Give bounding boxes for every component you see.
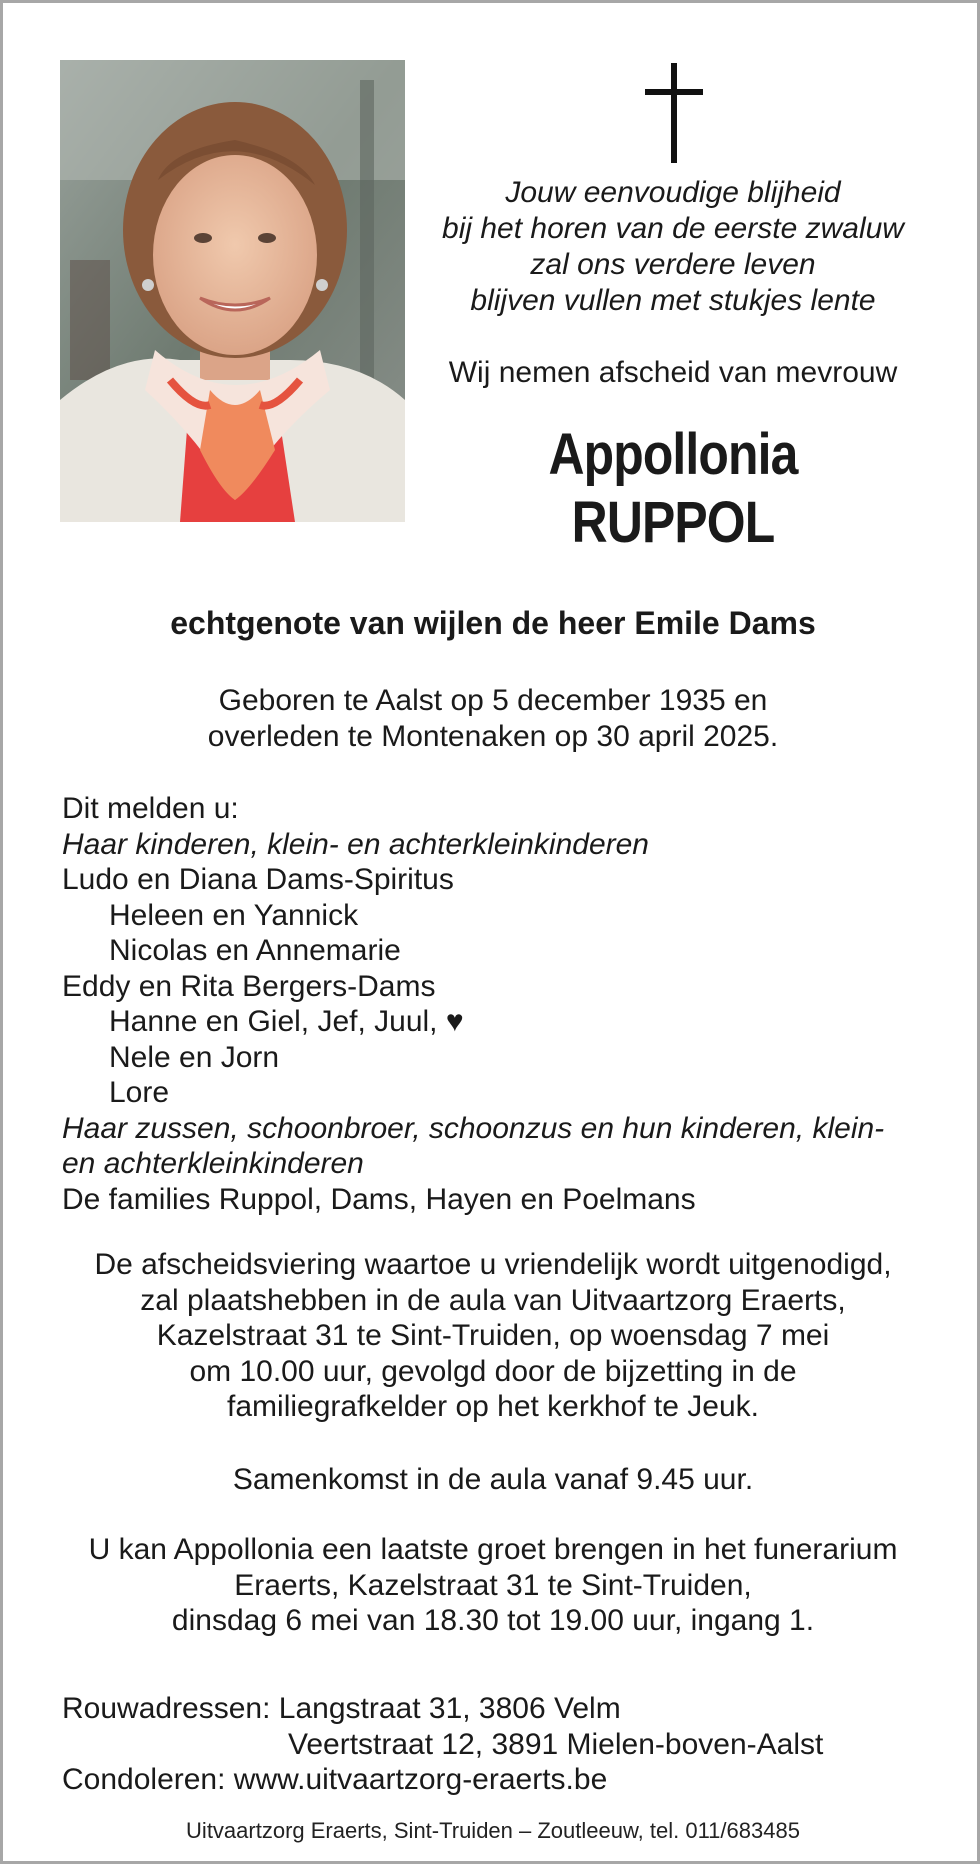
ceremony-line: De afscheidsviering waartoe u vriendelijk wordt uitgenodigd, [94, 1248, 892, 1281]
family-line: Nicolas en Annemarie [109, 934, 401, 967]
address-line-1: Rouwadressen: Langstraat 31, 3806 Velm [62, 1692, 621, 1725]
poem-line: blijven vullen met stukjes lente [470, 284, 876, 317]
family-line: Haar kinderen, klein- en achterkleinkinderen [62, 827, 649, 861]
portrait-photo [60, 60, 405, 522]
latin-cross-icon [645, 63, 705, 163]
family-line: Ludo en Diana Dams-Spiritus [62, 863, 454, 896]
visitation-line: Eraerts, Kazelstraat 31 te Sint-Truiden, [234, 1568, 752, 1602]
funeral-home-footer: Uitvaartzorg Eraerts, Sint-Truiden – Zoutleeuw, tel. 011/683485 [186, 1818, 800, 1843]
memorial-poem [433, 175, 913, 319]
birth-line: Geboren te Aalst op 5 december 1935 en [218, 684, 768, 717]
visitation-line: U kan Appollonia een laatste groet brengen in het funerarium [88, 1533, 898, 1566]
ceremony-info [3, 1247, 980, 1425]
deceased-name [467, 421, 880, 557]
family-line: De families Ruppol, Dams, Hayen en Poelmans [62, 1182, 696, 1216]
birth-death-info [3, 683, 980, 755]
family-line: Hanne en Giel, Jef, Juul, ♥ [109, 1005, 464, 1038]
family-line: Eddy en Rita Bergers-Dams [62, 969, 436, 1003]
family-line: en achterkleinkinderen [62, 1147, 364, 1180]
visitation-line: dinsdag 6 mei van 18.30 tot 19.00 uur, ingang 1. [171, 1604, 815, 1637]
family-list [62, 791, 942, 1217]
poem-line: Jouw eenvoudige blijheid [505, 176, 841, 209]
poem-line: zal ons verdere leven [530, 248, 816, 281]
address-line-2: Veertstraat 12, 3891 Mielen-boven-Aalst [288, 1727, 824, 1761]
gathering-info: Samenkomst in de aula vanaf 9.45 uur. [232, 1463, 754, 1496]
condolences-link[interactable]: Condoleren: www.uitvaartzorg-eraerts.be [62, 1763, 608, 1796]
ceremony-line: zal plaatshebben in de aula van Uitvaartzorg Eraerts, [140, 1283, 846, 1317]
visitation-info [3, 1532, 980, 1639]
ceremony-line: familiegrafkelder op het kerkhof te Jeuk. [227, 1390, 759, 1423]
announcement-intro: Wij nemen afscheid van mevrouw [448, 356, 898, 389]
ceremony-line: Kazelstraat 31 te Sint-Truiden, op woensdag 7 mei [156, 1319, 830, 1352]
death-line: overleden te Montenaken op 30 april 2025. [207, 720, 779, 753]
ceremony-line: om 10.00 uur, gevolgd door de bijzetting in de [189, 1354, 797, 1388]
family-line: Heleen en Yannick [109, 898, 359, 932]
mourning-addresses [62, 1691, 942, 1798]
family-line: Nele en Jorn [109, 1040, 280, 1074]
spouse-line: echtgenote van wijlen de heer Emile Dams [170, 605, 816, 641]
deceased-first-name: Appollonia [548, 422, 798, 487]
poem-line: bij het horen van de eerste zwaluw [442, 212, 904, 245]
family-line: Lore [109, 1076, 170, 1109]
family-line: Haar zussen, schoonbroer, schoonzus en hun kinderen, klein- [62, 1111, 885, 1145]
family-line: Dit melden u: [62, 792, 239, 825]
deceased-last-name: RUPPOL [571, 490, 775, 555]
